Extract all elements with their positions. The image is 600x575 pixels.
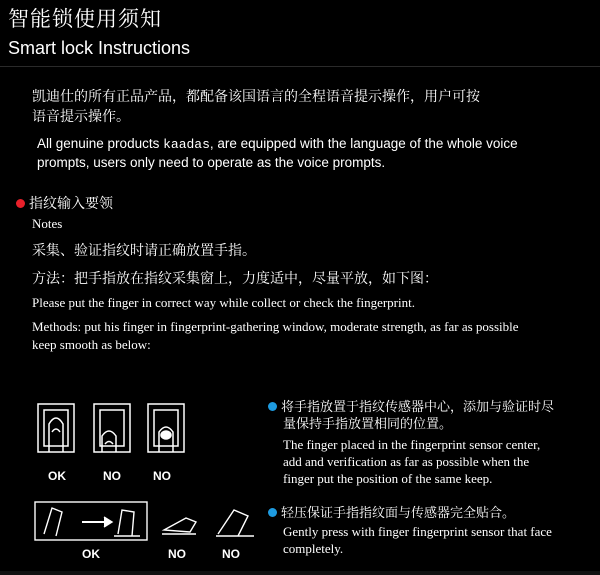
tip1-cn-line2: 量保持手指放置相同的位置。 (283, 417, 453, 432)
flat-press-sequence-icon (35, 502, 147, 540)
tip1-en-line1: The finger placed in the fingerprint sensor center, (283, 437, 541, 452)
finger-tilted-icon (162, 518, 196, 534)
row1-label-2: NO (103, 469, 121, 483)
notes-cn-line2: 方法：把手指放在指纹采集窗上，力度适中，尽量平放，如下图： (32, 271, 438, 287)
intro-en-after: , are equipped with the language of the whole voice (209, 136, 518, 151)
tip2-en-line1: Gently press with finger fingerprint sensor that face (283, 524, 552, 539)
tip2-en-line2: completely. (283, 541, 344, 556)
blue-bullet-icon (268, 508, 277, 517)
finger-centered-icon (38, 404, 74, 452)
bottom-bar (0, 571, 600, 575)
intro-cn-line1: 凯迪仕的所有正品产品，都配备该国语言的全程语音提示操作，用户可按 (32, 89, 480, 105)
row1-label-1: OK (48, 469, 66, 483)
notes-heading (16, 193, 113, 215)
tip2-cn (268, 505, 515, 523)
tip1-cn-text1: 将手指放置于指纹传感器中心，添加与验证时尽 (281, 400, 555, 415)
notes-en-line2: Methods: put his finger in fingerprint-gathering window, moderate strength, as far as possible (32, 319, 519, 334)
tip1-cn-line1 (268, 399, 554, 417)
finger-edge-icon (216, 510, 254, 536)
finger-tip-only-icon (148, 404, 184, 452)
finger-offset-low-icon (94, 404, 130, 452)
brand-name: kaadas (163, 137, 210, 152)
finger-press-illustration (34, 500, 264, 542)
notes-heading-cn: 指纹输入要领 (29, 196, 113, 212)
notes-cn-line1: 采集、验证指纹时请正确放置手指。 (32, 243, 256, 259)
intro-en-line1 (37, 134, 518, 154)
notes-heading-en: Notes (32, 216, 63, 231)
intro-cn-line2: 语音提示操作。 (32, 109, 130, 125)
row2-label-1: OK (82, 547, 100, 561)
intro-en-line2: prompts, users only need to operate as the voice prompts. (37, 155, 386, 170)
intro-en-before: All genuine products (37, 136, 164, 151)
tip1-en-line2: add and verification as far as possible when the (283, 454, 530, 469)
page-title-en: Smart lock Instructions (8, 38, 191, 58)
tip1-en-line3: finger put the position of the same keep. (283, 471, 493, 486)
row1-label-3: NO (153, 469, 171, 483)
notes-en-line3: keep smooth as below: (32, 337, 151, 352)
tip2-cn-text: 轻压保证手指指纹面与传感器完全贴合。 (281, 506, 516, 521)
header-divider (0, 66, 600, 67)
notes-en-line1: Please put the finger in correct way while collect or check the fingerprint. (32, 295, 415, 310)
blue-bullet-icon (268, 402, 277, 411)
row2-label-3: NO (222, 547, 240, 561)
finger-placement-illustration (36, 402, 196, 458)
red-bullet-icon (16, 199, 25, 208)
page-title-cn: 智能锁使用须知 (8, 7, 162, 31)
row2-label-2: NO (168, 547, 186, 561)
